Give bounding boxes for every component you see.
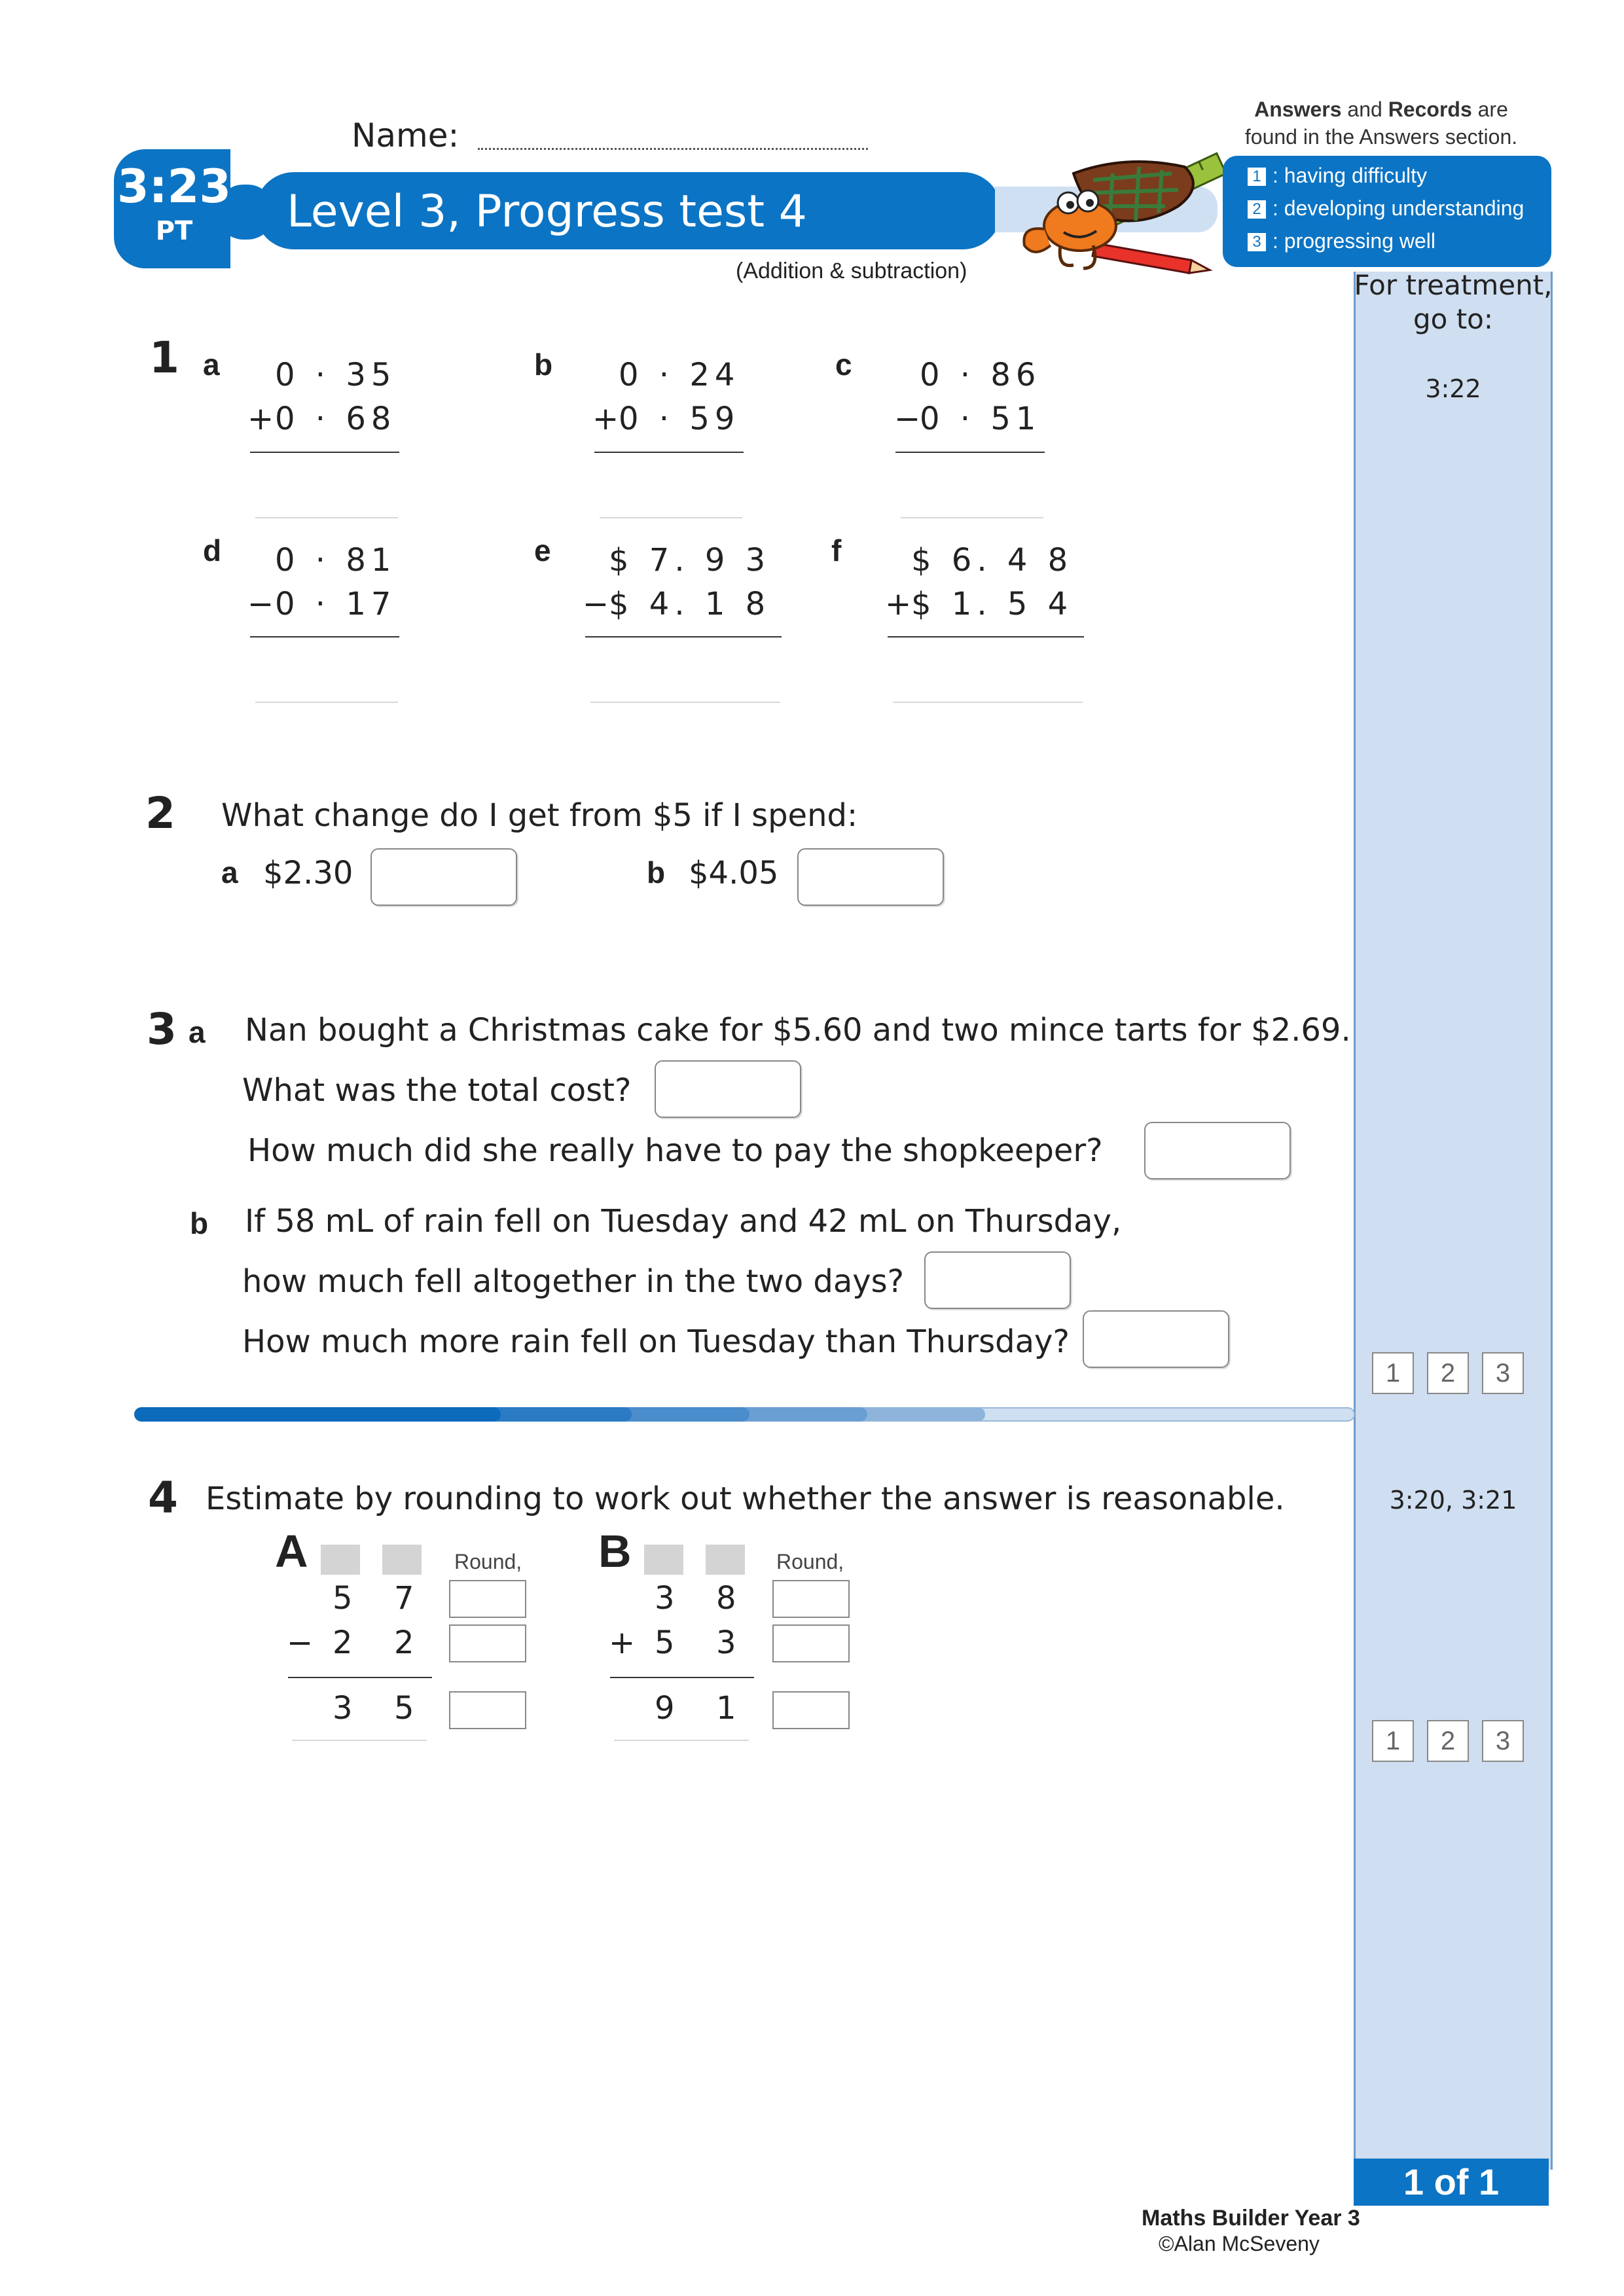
rating-box-3[interactable]: 3 <box>1482 1352 1524 1394</box>
q1-b-label: b <box>534 348 553 382</box>
q3-a-label: a <box>189 1015 206 1049</box>
answers-word: Answers <box>1254 98 1342 121</box>
q1-a-top: 0 · 35 <box>275 357 397 393</box>
q4-b-bottom-ones: 3 <box>716 1624 736 1661</box>
q1-e-bottom: $ 4. 1 8 <box>609 586 771 622</box>
q1-c-answer-line[interactable] <box>901 517 1043 518</box>
answers-are: are <box>1477 98 1508 121</box>
legend-num: 3 <box>1248 233 1266 251</box>
legend-num: 1 <box>1248 168 1266 186</box>
q4-a-label: A <box>275 1526 308 1577</box>
q1-d-top: 0 · 81 <box>275 542 397 579</box>
rating-boxes-q4 <box>1372 1720 1537 1762</box>
q2-a-answer-box[interactable] <box>370 848 517 906</box>
q4-b-label: B <box>598 1526 632 1577</box>
copyright: ©Alan McSeveny <box>1159 2232 1320 2255</box>
name-field[interactable] <box>478 148 868 150</box>
q3-b-label: b <box>190 1206 209 1240</box>
book-title: Maths Builder Year 3 <box>1142 2206 1360 2231</box>
crab-mascot-icon <box>995 147 1231 278</box>
q4-b-tens-box <box>644 1545 683 1575</box>
page-title: Level 3, Progress test 4 <box>287 186 807 238</box>
q3-a-line3: How much did she really have to pay the shopkeeper? <box>247 1132 1103 1169</box>
legend-row-3 <box>1248 229 1435 253</box>
question-4-number: 4 <box>148 1473 178 1523</box>
q4-a-op: − <box>287 1624 314 1661</box>
question-1-number: 1 <box>149 332 179 383</box>
q4-a-round-result[interactable] <box>449 1691 526 1729</box>
q4-b-op: + <box>609 1624 636 1661</box>
q4-a-result-tens: 3 <box>333 1690 353 1727</box>
q4-a-bottom-ones: 2 <box>394 1624 414 1661</box>
q1-d-rule <box>250 636 399 637</box>
q1-c-label: c <box>835 348 852 382</box>
q4-a-result-ones: 5 <box>394 1690 414 1727</box>
q1-a-rule <box>250 452 399 453</box>
q1-e-answer-line[interactable] <box>590 702 780 703</box>
q1-d-bottom: 0 · 17 <box>275 586 397 622</box>
q4-b-top-tens: 3 <box>655 1580 675 1617</box>
q2-prompt: What change do I get from $5 if I spend: <box>221 797 858 834</box>
legend-row-2 <box>1248 196 1524 221</box>
legend-text: : progressing well <box>1272 229 1435 253</box>
name-label: Name: <box>352 117 460 154</box>
q4-a-underline <box>292 1740 427 1741</box>
q3-b-total-box[interactable] <box>924 1251 1071 1309</box>
q1-a-label: a <box>203 348 220 382</box>
rating-box-1[interactable]: 1 <box>1372 1720 1414 1762</box>
page-subtitle: (Addition & subtraction) <box>736 259 967 283</box>
level-suffix: PT <box>155 216 193 246</box>
q1-a-bottom: 0 · 68 <box>275 401 397 437</box>
treatment-heading <box>1354 268 1553 336</box>
rating-box-1[interactable]: 1 <box>1372 1352 1414 1394</box>
q1-f-answer-line[interactable] <box>893 702 1083 703</box>
q4-a-ones-box <box>382 1545 422 1575</box>
page-counter: 1 of 1 <box>1354 2159 1549 2206</box>
q3-b-line2: how much fell altogether in the two days? <box>242 1263 905 1300</box>
q4-a-top-tens: 5 <box>333 1580 353 1617</box>
q4-b-result-ones: 1 <box>716 1690 736 1727</box>
q3-b-line1: If 58 mL of rain fell on Tuesday and 42 mL on Thursday, <box>245 1203 1122 1240</box>
q4-b-bottom-tens: 5 <box>655 1624 675 1661</box>
q1-b-bottom: 0 · 59 <box>619 401 740 437</box>
rating-box-3[interactable]: 3 <box>1482 1720 1524 1762</box>
q1-e-top: $ 7. 9 3 <box>609 542 771 579</box>
q1-b-rule <box>594 452 744 453</box>
answers-and: and <box>1347 98 1382 121</box>
q1-f-op: + <box>885 586 917 622</box>
legend-text: : having difficulty <box>1272 164 1427 187</box>
question-3-number: 3 <box>147 1004 177 1054</box>
q2-b-answer-box[interactable] <box>797 848 944 906</box>
answers-note-line2: found in the Answers section. <box>1244 125 1518 149</box>
q1-a-op: + <box>247 401 280 437</box>
q3-a-pay-box[interactable] <box>1144 1122 1291 1179</box>
q1-c-top: 0 · 86 <box>920 357 1041 393</box>
q1-b-op: + <box>592 401 624 437</box>
legend-text: : developing understanding <box>1272 196 1525 220</box>
q4-b-result-tens: 9 <box>655 1690 675 1727</box>
question-2-number: 2 <box>145 788 175 838</box>
q2-b-amount: $4.05 <box>689 855 779 891</box>
q4-b-top-ones: 8 <box>716 1580 736 1617</box>
q3-a-line1: Nan bought a Christmas cake for $5.60 and two mince tarts for $2.69. <box>245 1012 1351 1049</box>
q1-d-label: d <box>203 533 222 567</box>
q4-a-tens-box <box>321 1545 360 1575</box>
q4-b-round-label: Round, <box>776 1550 844 1573</box>
q4-a-top-ones: 7 <box>394 1580 414 1617</box>
level-code: 3:23 <box>117 160 232 213</box>
q3-b-line3: How much more rain fell on Tuesday than Thursday? <box>242 1323 1070 1360</box>
q4-b-rule <box>610 1677 754 1678</box>
q1-e-rule <box>585 636 782 637</box>
q3-b-difference-box[interactable] <box>1083 1310 1229 1368</box>
q4-a-round-bottom[interactable] <box>449 1624 526 1662</box>
q1-d-answer-line[interactable] <box>255 702 398 703</box>
q4-prompt: Estimate by rounding to work out whether the answer is reasonable. <box>206 1480 1285 1517</box>
q1-e-op: − <box>583 586 615 622</box>
treatment-heading-line2: go to: <box>1413 303 1494 335</box>
q1-a-answer-line[interactable] <box>255 517 398 518</box>
legend-num: 2 <box>1248 200 1266 219</box>
q2-b-label: b <box>647 855 666 889</box>
q1-f-top: $ 6. 4 8 <box>911 542 1074 579</box>
q4-a-round-label: Round, <box>454 1550 522 1573</box>
treatment-ref-q4: 3:20, 3:21 <box>1389 1486 1517 1515</box>
q1-b-answer-line[interactable] <box>600 517 742 518</box>
q4-b-round-result[interactable] <box>772 1691 850 1729</box>
q3-a-total-box[interactable] <box>655 1060 801 1118</box>
q4-b-round-bottom[interactable] <box>772 1624 850 1662</box>
treatment-heading-line1: For treatment, <box>1354 269 1553 301</box>
q1-f-rule <box>888 636 1084 637</box>
rating-box-2[interactable]: 2 <box>1427 1352 1469 1394</box>
q1-c-op: − <box>894 401 926 437</box>
legend-row-1 <box>1248 164 1427 188</box>
q2-a-label: a <box>221 855 238 889</box>
q3-a-line2: What was the total cost? <box>242 1072 632 1109</box>
q4-a-bottom-tens: 2 <box>333 1624 353 1661</box>
treatment-sidebar <box>1354 272 1553 2170</box>
q2-a-amount: $2.30 <box>263 855 353 891</box>
section-divider <box>134 1407 1355 1422</box>
q4-b-ones-box <box>706 1545 745 1575</box>
q1-e-label: e <box>534 533 551 567</box>
q4-b-round-top[interactable] <box>772 1580 850 1618</box>
q1-f-bottom: $ 1. 5 4 <box>911 586 1074 622</box>
records-word: Records <box>1388 98 1472 121</box>
q1-f-label: f <box>831 533 842 567</box>
q1-c-bottom: 0 · 51 <box>920 401 1041 437</box>
treatment-ref-q1-3: 3:22 <box>1425 374 1481 403</box>
rating-boxes-q1-3 <box>1372 1352 1537 1394</box>
q4-a-rule <box>288 1677 432 1678</box>
divider-seg-1 <box>134 1407 501 1422</box>
q4-a-round-top[interactable] <box>449 1580 526 1618</box>
q1-c-rule <box>895 452 1045 453</box>
q1-b-top: 0 · 24 <box>619 357 740 393</box>
q1-d-op: − <box>247 586 280 622</box>
rating-box-2[interactable]: 2 <box>1427 1720 1469 1762</box>
q4-b-underline <box>614 1740 749 1741</box>
answers-note <box>1218 96 1545 151</box>
